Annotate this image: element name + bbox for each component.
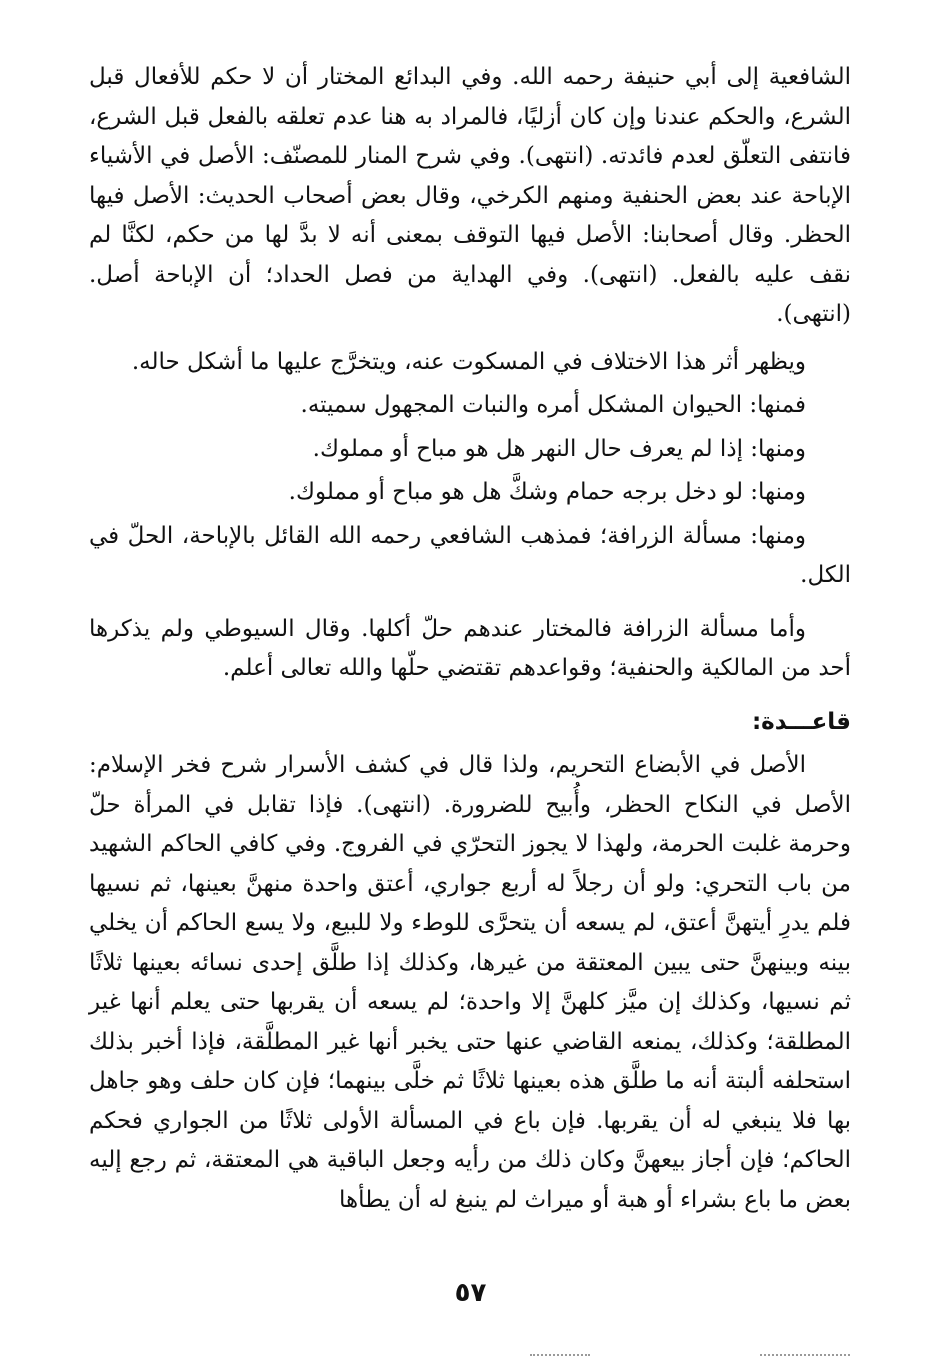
paragraph-effect: ويظهر أثر هذا الاختلاف في المسكوت عنه، ويتخرَّج عليها ما أشكل حاله.: [131, 348, 806, 375]
list-item-river: ومنها: إذا لم يعرف حال النهر هل هو مباح أو مملوك.: [312, 435, 806, 462]
scan-artifact-left: [530, 1354, 590, 1358]
paragraph-giraffe: وأما مسألة الزرافة فالمختار عندهم حلّ أكلها. وقال السيوطي ولم يذكرها أحد من المالكية والحنفية؛ وقواعدهم تقتضي حلّها والله تعالى أعلم.: [89, 615, 851, 681]
paragraph-rule: الأصل في الأبضاع التحريم، ولذا قال في كشف الأسرار شرح فخر الإسلام: الأصل في النكاح الحظر، وأُبيح للضرورة. (انتهى). فإذا تقابل في المرأة حلّ وحرمة غلبت الحرمة، ولهذا لا يجوز التحرّي في الفروج. وفي كافي الحاكم الشهيد من باب التحري: ولو أن رجلاً له أربع جواري، أعتق واحدة منهنَّ بعينها، ثم نسيها فلم يدرِ أيتهنَّ أعتق، لم يسعه أن يتحرَّى للوطء ولا للبيع، ولا يسع الحاكم أن يخلي بينه وبينهنَّ حتى يبين المعتقة من غيرها، وكذلك إذا طلَّق إحدى نسائه بعينها ثلاثًا ثم نسيها، وكذلك إن ميَّز كلهنَّ إلا واحدة؛ لم يسعه أن يقربها حتى يعلم أنها غير المطلقة؛ وكذلك، يمنعه القاضي عنها حتى يخبر أنها غير المطلَّقة، فإذا أخبر بذلك استحلفه ألبتة أنه ما طلَّق هذه بعينها ثلاثًا ثم خلَّى بينهما؛ فإن كان حلف وهو جاهل بها فلا ينبغي له أن يقربها. فإن باع في المسألة الأولى ثلاثًا من الجواري فحكم الحاكم؛ فإن أجاز بيعهنَّ وكان ذلك من رأيه وجعل الباقية هي المعتقة، ثم رجع إليه بعض ما باع بشراء أو هبة أو ميراث لم ينبغ له أن يطأها: [89, 752, 851, 1213]
paragraph-opening: الشافعية إلى أبي حنيفة رحمه الله. وفي البدائع المختار أن لا حكم للأفعال قبل الشرع، والحكم عندنا وإن كان أزليًا، فالمراد به هنا عدم تعلقه بالفعل قبل الشرع، فانتفى التعلّق لعدم فائدته. (انتهى). وفي شرح المنار للمصنّف: الأصل في الأشياء الإباحة عند بعض الحنفية ومنهم الكرخي، وقال بعض أصحاب الحديث: الأصل فيها الحظر. وقال أصحابنا: الأصل فيها التوقف بمعنى أنه لا بدَّ لها من حكم، لكنَّا لم نقف عليه بالفعل. (انتهى). وفي الهداية من فصل الحداد؛ أن الإباحة أصل. (انتهى).: [89, 64, 851, 327]
list-item-giraffe: ومنها: مسألة الزرافة؛ فمذهب الشافعي رحمه الله القائل بالإباحة، الحلّ في الكل.: [89, 522, 851, 588]
section-heading: قاعـــدة:: [751, 708, 851, 735]
list-item-pigeon: ومنها: لو دخل برجه حمام وشكَّ هل هو مباح أو مملوك.: [288, 479, 806, 505]
page-number: ٥٧: [454, 1278, 487, 1308]
scan-artifact-right: [760, 1354, 850, 1358]
page-body: [89, 58, 851, 1220]
list-item-animal: فمنها: الحيوان المشكل أمره والنبات المجهول سميته.: [300, 392, 806, 418]
